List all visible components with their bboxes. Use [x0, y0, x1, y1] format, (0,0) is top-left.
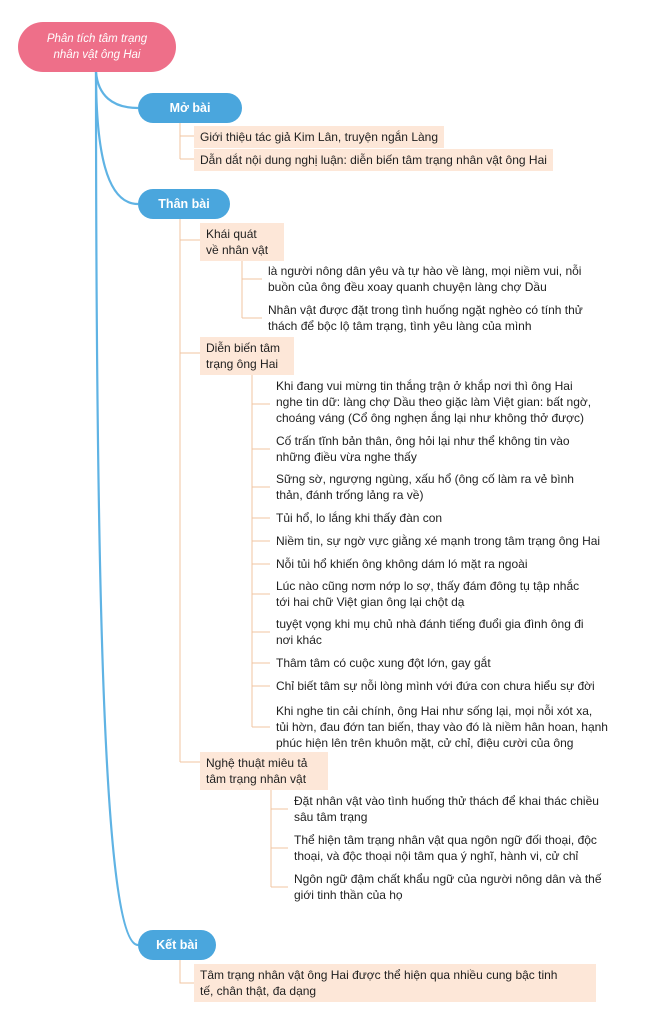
leaf-line: Nhân vật được đặt trong tình huống ngặt nghèo có tính thử — [268, 303, 583, 317]
leaf-line: Tâm trạng nhân vật ông Hai được thể hiện qua nhiều cung bậc tinh — [200, 968, 558, 982]
subtopic-dien-bien[interactable] — [200, 337, 294, 375]
leaf-line: là người nông dân yêu và tự hào về làng, mọi niềm vui, nỗi — [268, 264, 582, 278]
root-topic-line2: nhân vật ông Hai — [53, 49, 141, 61]
leaf-line: Thâm tâm có cuộc xung đột lớn, gay gắt — [276, 656, 491, 670]
leaf-line: Nỗi tủi hổ khiến ông không dám ló mặt ra ngoài — [276, 557, 528, 571]
section-ket-bai[interactable]: Kết bài — [138, 930, 216, 960]
subtopic-line: trạng ông Hai — [206, 357, 279, 371]
leaf-line: Niềm tin, sự ngờ vực giằng xé mạnh trong tâm trạng ông Hai — [276, 534, 601, 548]
khai-quat-item[interactable] — [268, 263, 581, 295]
leaf-line: tới hai chữ Việt gian ông lại chột dạ — [276, 595, 465, 609]
leaf-line: thoại, và độc thoại nội tâm qua ý nghĩ, hành vi, cử chỉ — [294, 849, 579, 863]
dien-bien-item[interactable] — [276, 471, 574, 503]
leaf-line: tế, chân thật, đa dạng — [200, 984, 317, 998]
subtopic-line: Khái quát — [206, 227, 257, 241]
subtopic-khai-quat[interactable] — [200, 223, 284, 261]
section-than-bai[interactable]: Thân bài — [138, 189, 230, 219]
leaf-line: sâu tâm trạng — [294, 810, 368, 824]
dien-bien-item[interactable] — [276, 433, 570, 465]
leaf-line: buồn của ông đều xoay quanh chuyện làng chợ Dầu — [268, 280, 547, 294]
root-topic[interactable] — [18, 22, 176, 72]
dien-bien-item[interactable] — [276, 678, 595, 694]
dien-bien-item[interactable] — [276, 578, 579, 610]
leaf-line: Cố trấn tĩnh bản thân, ông hỏi lại như thể không tin vào — [276, 434, 570, 448]
section-mo-bai[interactable]: Mở bài — [138, 93, 242, 123]
mo-bai-item[interactable]: Giới thiệu tác giả Kim Lân, truyện ngắn Làng — [194, 126, 444, 148]
leaf-line: Thể hiện tâm trạng nhân vật qua ngôn ngữ đối thoại, độc — [294, 833, 597, 847]
leaf-line: Khi đang vui mừng tin thắng trận ở khắp nơi thì ông Hai — [276, 379, 573, 393]
dien-bien-item[interactable] — [276, 533, 600, 549]
leaf-line: những điều vừa nghe thấy — [276, 450, 417, 464]
subtopic-nghe-thuat[interactable] — [200, 752, 328, 790]
leaf-line: choáng váng (Cổ ông nghẹn ắng lại như không thở được) — [276, 411, 585, 425]
dien-bien-item[interactable] — [276, 616, 584, 648]
dien-bien-item[interactable] — [276, 703, 608, 751]
leaf-line: Sững sờ, ngượng ngùng, xấu hổ (ông cố làm ra vẻ bình — [276, 472, 574, 486]
nghe-thuat-item[interactable] — [294, 793, 599, 825]
leaf-line: thản, đánh trống lảng ra về) — [276, 488, 424, 502]
leaf-line: nơi khác — [276, 633, 322, 647]
leaf-line: Đặt nhân vật vào tình huống thử thách để khai thác chiều — [294, 794, 599, 808]
dien-bien-item[interactable] — [276, 655, 491, 671]
dien-bien-item[interactable] — [276, 556, 528, 572]
leaf-line: Khi nghe tin cải chính, ông Hai như sống lại, mọi nỗi xót xa, — [276, 704, 593, 718]
dien-bien-item[interactable] — [276, 378, 591, 426]
leaf-line: Lúc nào cũng nơm nớp lo sợ, thấy đám đông tụ tập nhắc — [276, 579, 580, 593]
leaf-line: giới tinh thần của họ — [294, 888, 403, 902]
subtopic-line: Diễn biến tâm — [206, 341, 281, 355]
mo-bai-item[interactable]: Dẫn dắt nội dung nghị luận: diễn biến tâm trạng nhân vật ông Hai — [194, 149, 553, 171]
khai-quat-item[interactable] — [268, 302, 583, 334]
leaf-line: nghe tin dữ: làng chợ Dầu theo giặc làm Việt gian: bất ngờ, — [276, 395, 592, 409]
leaf-line: tủi hờn, đau đớn tan biến, thay vào đó là niềm hân hoan, hạnh — [276, 720, 608, 734]
subtopic-line: Nghệ thuật miêu tả — [206, 756, 308, 770]
leaf-line: Tủi hổ, lo lắng khi thấy đàn con — [276, 511, 443, 525]
leaf-line: Chỉ biết tâm sự nỗi lòng mình với đứa con chưa hiểu sự đời — [276, 679, 595, 693]
subtopic-line: tâm trạng nhân vật — [206, 772, 307, 786]
ket-bai-item[interactable] — [194, 964, 596, 1002]
dien-bien-item[interactable] — [276, 510, 442, 526]
leaf-line: phúc hiện lên trên khuôn mặt, cử chỉ, điệu cười của ông — [276, 736, 574, 750]
leaf-line: tuyệt vọng khi mụ chủ nhà đánh tiếng đuổi gia đình ông đi — [276, 617, 584, 631]
nghe-thuat-item[interactable] — [294, 832, 597, 864]
leaf-line: thách để bộc lộ tâm trạng, tình yêu làng của mình — [268, 319, 532, 333]
nghe-thuat-item[interactable] — [294, 871, 602, 903]
root-topic-line1: Phân tích tâm trạng — [46, 33, 148, 45]
subtopic-line: về nhân vật — [206, 243, 269, 257]
leaf-line: Ngôn ngữ đậm chất khẩu ngữ của người nông dân và thế — [294, 872, 602, 886]
